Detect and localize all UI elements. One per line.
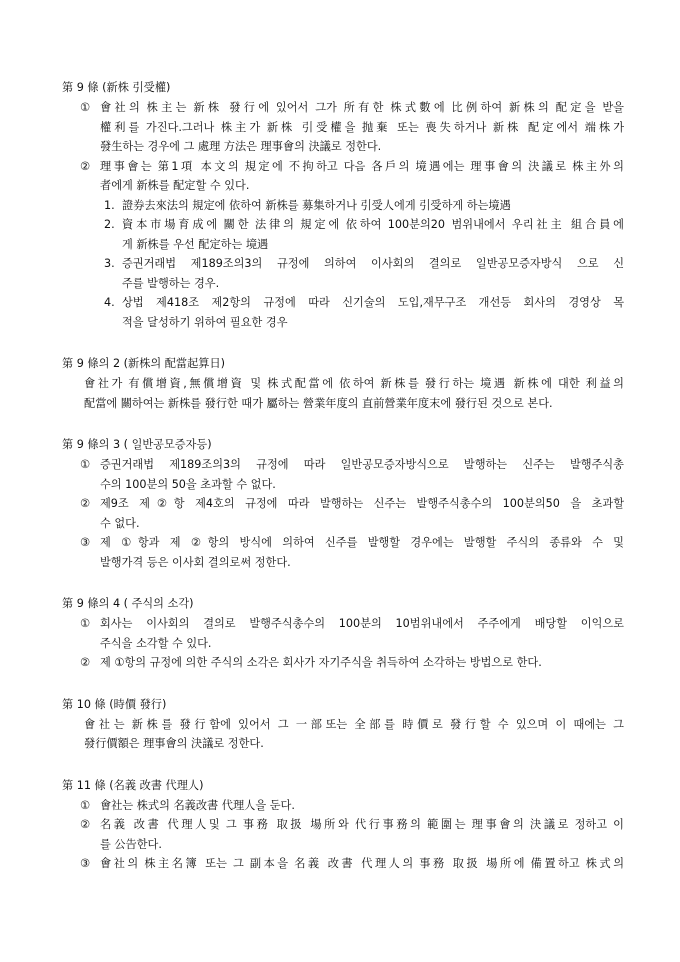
text-line: 會社의 株主는 新株 發行에 있어서 그가 所有한 株式數에 比例하여 新株의 配定을 받을 bbox=[100, 101, 624, 114]
list-item bbox=[62, 254, 624, 293]
paragraph-number: ③ bbox=[80, 536, 91, 549]
article-3 bbox=[62, 435, 624, 572]
article-heading: 第 9 條의 2 (新株의 配當起算日) bbox=[62, 357, 226, 370]
article-2 bbox=[62, 354, 624, 413]
item-number: 2. bbox=[104, 218, 115, 231]
text-line: 理事會는 第1項 本文의 規定에 不拘하고 다음 各戶의 境遇에는 理事會의 決議로 株主外의 bbox=[100, 159, 624, 173]
text-line: 게 新株를 우선 配定하는 境遇 bbox=[122, 237, 269, 251]
text-line: 회사는 이사회의 결의로 발행주식총수의 100분의 10범위내에서 주주에게 배당할 이익으로 bbox=[100, 617, 624, 630]
text-line: 者에게 新株를 配定할 수 있다. bbox=[100, 179, 250, 192]
text-line: 權利를 가진다.그러나 株主가 新株 引受權을 抛棄 또는 喪失하거나 新株 配定에서 端株가 bbox=[100, 120, 624, 134]
text-line: 상법 제418조 제2항의 규정에 따라 신기술의 도입,재무구조 개선등 회사의 경영상 목 bbox=[122, 296, 624, 309]
paragraph bbox=[62, 494, 624, 533]
paragraph bbox=[62, 653, 624, 673]
text-line: 제 ①항과 제 ②항의 방식에 의하여 신주를 발행할 경우에는 발행할 주식의 종류와 수 및 bbox=[100, 536, 624, 549]
article-heading: 第 10 條 (時價 發行) bbox=[62, 697, 167, 711]
article-heading: 第 11 條 (名義 改書 代理人) bbox=[62, 778, 204, 792]
paragraph-number: ① bbox=[80, 458, 91, 471]
paragraph-number: ① bbox=[80, 798, 91, 812]
text-line: 주식을 소각할 수 있다. bbox=[100, 636, 212, 650]
text-line: 를 公告한다. bbox=[100, 837, 162, 851]
text-line: 證券去來法의 規定에 依하여 新株를 募集하거나 引受人에게 引受하게 하는境遇 bbox=[122, 198, 511, 212]
article-4 bbox=[62, 594, 624, 673]
paragraph bbox=[62, 854, 624, 874]
text-line: 會社가 有償增資,無償增資 및 株式配當에 依하여 新株를 發行하는 境遇 新株에 대한 利益의 bbox=[84, 377, 624, 390]
article-body bbox=[62, 715, 624, 754]
paragraph-number: ③ bbox=[80, 857, 91, 870]
paragraph-number: ① bbox=[80, 617, 91, 630]
text-line: 제9조 제②항 제4호의 규정에 따라 발행하는 신주는 발행주식총수의 100분의50 을 초과할 bbox=[100, 497, 624, 510]
article-5 bbox=[62, 695, 624, 754]
paragraph bbox=[62, 98, 624, 157]
text-line: 증권거래법 제189조의3의 규정에 의하여 이사회의 결의로 일반공모증자방식 으로 신 bbox=[122, 257, 624, 270]
text-line: 증권거래법 제189조의3의 규정에 따라 일반공모증자방식으로 발행하는 신주는 발행주식총 bbox=[100, 458, 624, 471]
paragraph bbox=[62, 455, 624, 494]
article-heading: 第 9 條 (新株 引受權) bbox=[62, 81, 171, 94]
paragraph bbox=[62, 614, 624, 653]
text-line: 수 없다. bbox=[100, 516, 140, 530]
text-line: 名義 改書 代理人및 그 事務 取扱 場所와 代行事務의 範圍는 理事會의 決議로 정하고 이 bbox=[100, 818, 624, 831]
paragraph-number: ② bbox=[80, 159, 91, 173]
text-line: 주를 발행하는 경우. bbox=[122, 276, 220, 290]
paragraph-number: ② bbox=[80, 656, 91, 669]
text-line: 配當에 關하여는 新株를 發行한 때가 屬하는 營業年度의 直前營業年度末에 發行된 것으로 본다. bbox=[84, 396, 553, 410]
text-line: 發行價額은 理事會의 決議로 정한다. bbox=[84, 737, 264, 750]
paragraph-number: ② bbox=[80, 497, 91, 510]
article-body bbox=[62, 374, 624, 413]
list-item bbox=[62, 215, 624, 254]
item-number: 3. bbox=[104, 257, 115, 270]
article-heading: 第 9 條의 4 ( 주식의 소각) bbox=[62, 597, 194, 610]
paragraph bbox=[62, 157, 624, 196]
article-1 bbox=[62, 78, 624, 332]
article-6 bbox=[62, 776, 624, 874]
text-line: 會社는 新株를 發行함에 있어서 그 一部또는 全部를 時價로 發行할 수 있으며 이 때에는 그 bbox=[84, 717, 624, 731]
text-line: 資本市場育成에 關한 法律의 規定에 依하여 100분의20 범위내에서 우리社主 組合員에 bbox=[122, 218, 624, 231]
paragraph bbox=[62, 796, 624, 816]
paragraph bbox=[62, 815, 624, 854]
paragraph bbox=[62, 533, 624, 572]
text-line: 수의 100분의 50을 초과할 수 없다. bbox=[100, 477, 276, 491]
text-line: 제 ①항의 규정에 의한 주식의 소각은 회사가 자기주식을 취득하여 소각하는 방법으로 한다. bbox=[100, 656, 542, 669]
text-line: 發生하는 경우에 그 處理 方法은 理事會의 決議로 정한다. bbox=[100, 140, 382, 153]
item-number: 1. bbox=[104, 198, 115, 212]
text-line: 會社의 株主名簿 또는 그 副本을 名義 改書 代理人의 事務 取扱 場所에 備置하고 株式의 bbox=[100, 857, 624, 870]
text-line: 적을 달성하기 위하여 필요한 경우 bbox=[122, 315, 288, 329]
text-line: 발행가격 등은 이사회 결의로써 정한다. bbox=[100, 555, 291, 569]
article-heading: 第 9 條의 3 ( 일반공모증자등) bbox=[62, 438, 212, 451]
paragraph-number: ② bbox=[80, 818, 91, 831]
paragraph-number: ① bbox=[80, 101, 91, 114]
item-number: 4. bbox=[104, 296, 115, 309]
text-line: 會社는 株式의 名義改書 代理人을 둔다. bbox=[100, 798, 295, 812]
list-item bbox=[62, 196, 624, 216]
list-item bbox=[62, 293, 624, 332]
